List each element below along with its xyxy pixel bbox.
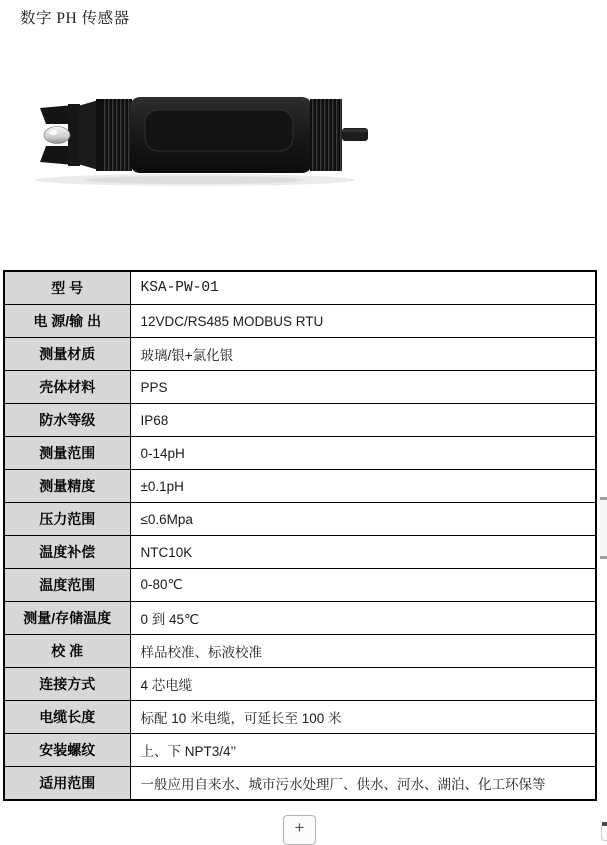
spec-value: ≤0.6Mpa [130, 503, 596, 536]
spec-label: 测量/存储温度 [4, 602, 130, 635]
spec-value: KSA-PW-01 [130, 271, 596, 305]
probe-reflection-soft [85, 176, 305, 184]
spec-row-applications [4, 767, 596, 801]
spec-label: 测量范围 [4, 437, 130, 470]
spec-value: 玻璃/银+氯化银 [130, 338, 596, 371]
probe-thread-right [310, 99, 342, 171]
spec-row-storage-temp [4, 602, 596, 635]
probe-glass-bulb [44, 127, 70, 144]
corner-button[interactable] [601, 823, 607, 841]
vertical-scrollbar-thumb[interactable] [600, 497, 607, 559]
spec-row-calibration [4, 635, 596, 668]
spec-row-housing-material [4, 371, 596, 404]
spec-table [3, 270, 597, 801]
spec-label: 测量精度 [4, 470, 130, 503]
spec-row-temp-range [4, 569, 596, 602]
spec-row-connection [4, 668, 596, 701]
spec-value: NTC10K [130, 536, 596, 569]
spec-label: 温度补偿 [4, 536, 130, 569]
spec-row-model [4, 271, 596, 305]
spec-value: 0-80℃ [130, 569, 596, 602]
spec-row-accuracy [4, 470, 596, 503]
spec-row-pressure-range [4, 503, 596, 536]
spec-value: 0 到 45℃ [130, 602, 596, 635]
spec-label: 校 准 [4, 635, 130, 668]
spec-value: 一般应用自来水、城市污水处理厂、供水、河水、湖泊、化工环保等 [130, 767, 596, 801]
spec-value: 4 芯电缆 [130, 668, 596, 701]
ph-sensor-photo [30, 88, 370, 188]
spec-label: 适用范围 [4, 767, 130, 801]
spec-value: 标配 10 米电缆，可延长至 100 米 [130, 701, 596, 734]
spec-row-power-output [4, 305, 596, 338]
spec-label: 连接方式 [4, 668, 130, 701]
spec-label: 测量材质 [4, 338, 130, 371]
spec-value: 0-14pH [130, 437, 596, 470]
spec-label: 型 号 [4, 271, 130, 305]
spec-row-measuring-material [4, 338, 596, 371]
spec-value: 12VDC/RS485 MODBUS RTU [130, 305, 596, 338]
corner-icon [602, 822, 607, 826]
spec-value: 样品校准、标液校准 [130, 635, 596, 668]
spec-label: 防水等级 [4, 404, 130, 437]
spec-label: 温度范围 [4, 569, 130, 602]
spec-row-temp-compensation [4, 536, 596, 569]
spec-label: 压力范围 [4, 503, 130, 536]
spec-row-waterproof-rating [4, 404, 596, 437]
spec-row-cable-length [4, 701, 596, 734]
spec-row-mounting-thread [4, 734, 596, 767]
spec-label: 安装螺纹 [4, 734, 130, 767]
spec-value: IP68 [130, 404, 596, 437]
probe-body-panel [145, 110, 293, 151]
spec-value: PPS [130, 371, 596, 404]
probe-thread-left [102, 99, 132, 171]
spec-row-measuring-range [4, 437, 596, 470]
spec-value: 上、下 NPT3/4’’ [130, 734, 596, 767]
spec-label: 电 源/输 出 [4, 305, 130, 338]
spec-label: 电缆长度 [4, 701, 130, 734]
spec-value: ±0.1pH [130, 470, 596, 503]
spec-label: 壳体材料 [4, 371, 130, 404]
probe-bulb-highlight [49, 130, 58, 135]
page-title: 数字 PH 传感器 [20, 10, 130, 27]
insert-row-button[interactable]: + [283, 815, 316, 845]
